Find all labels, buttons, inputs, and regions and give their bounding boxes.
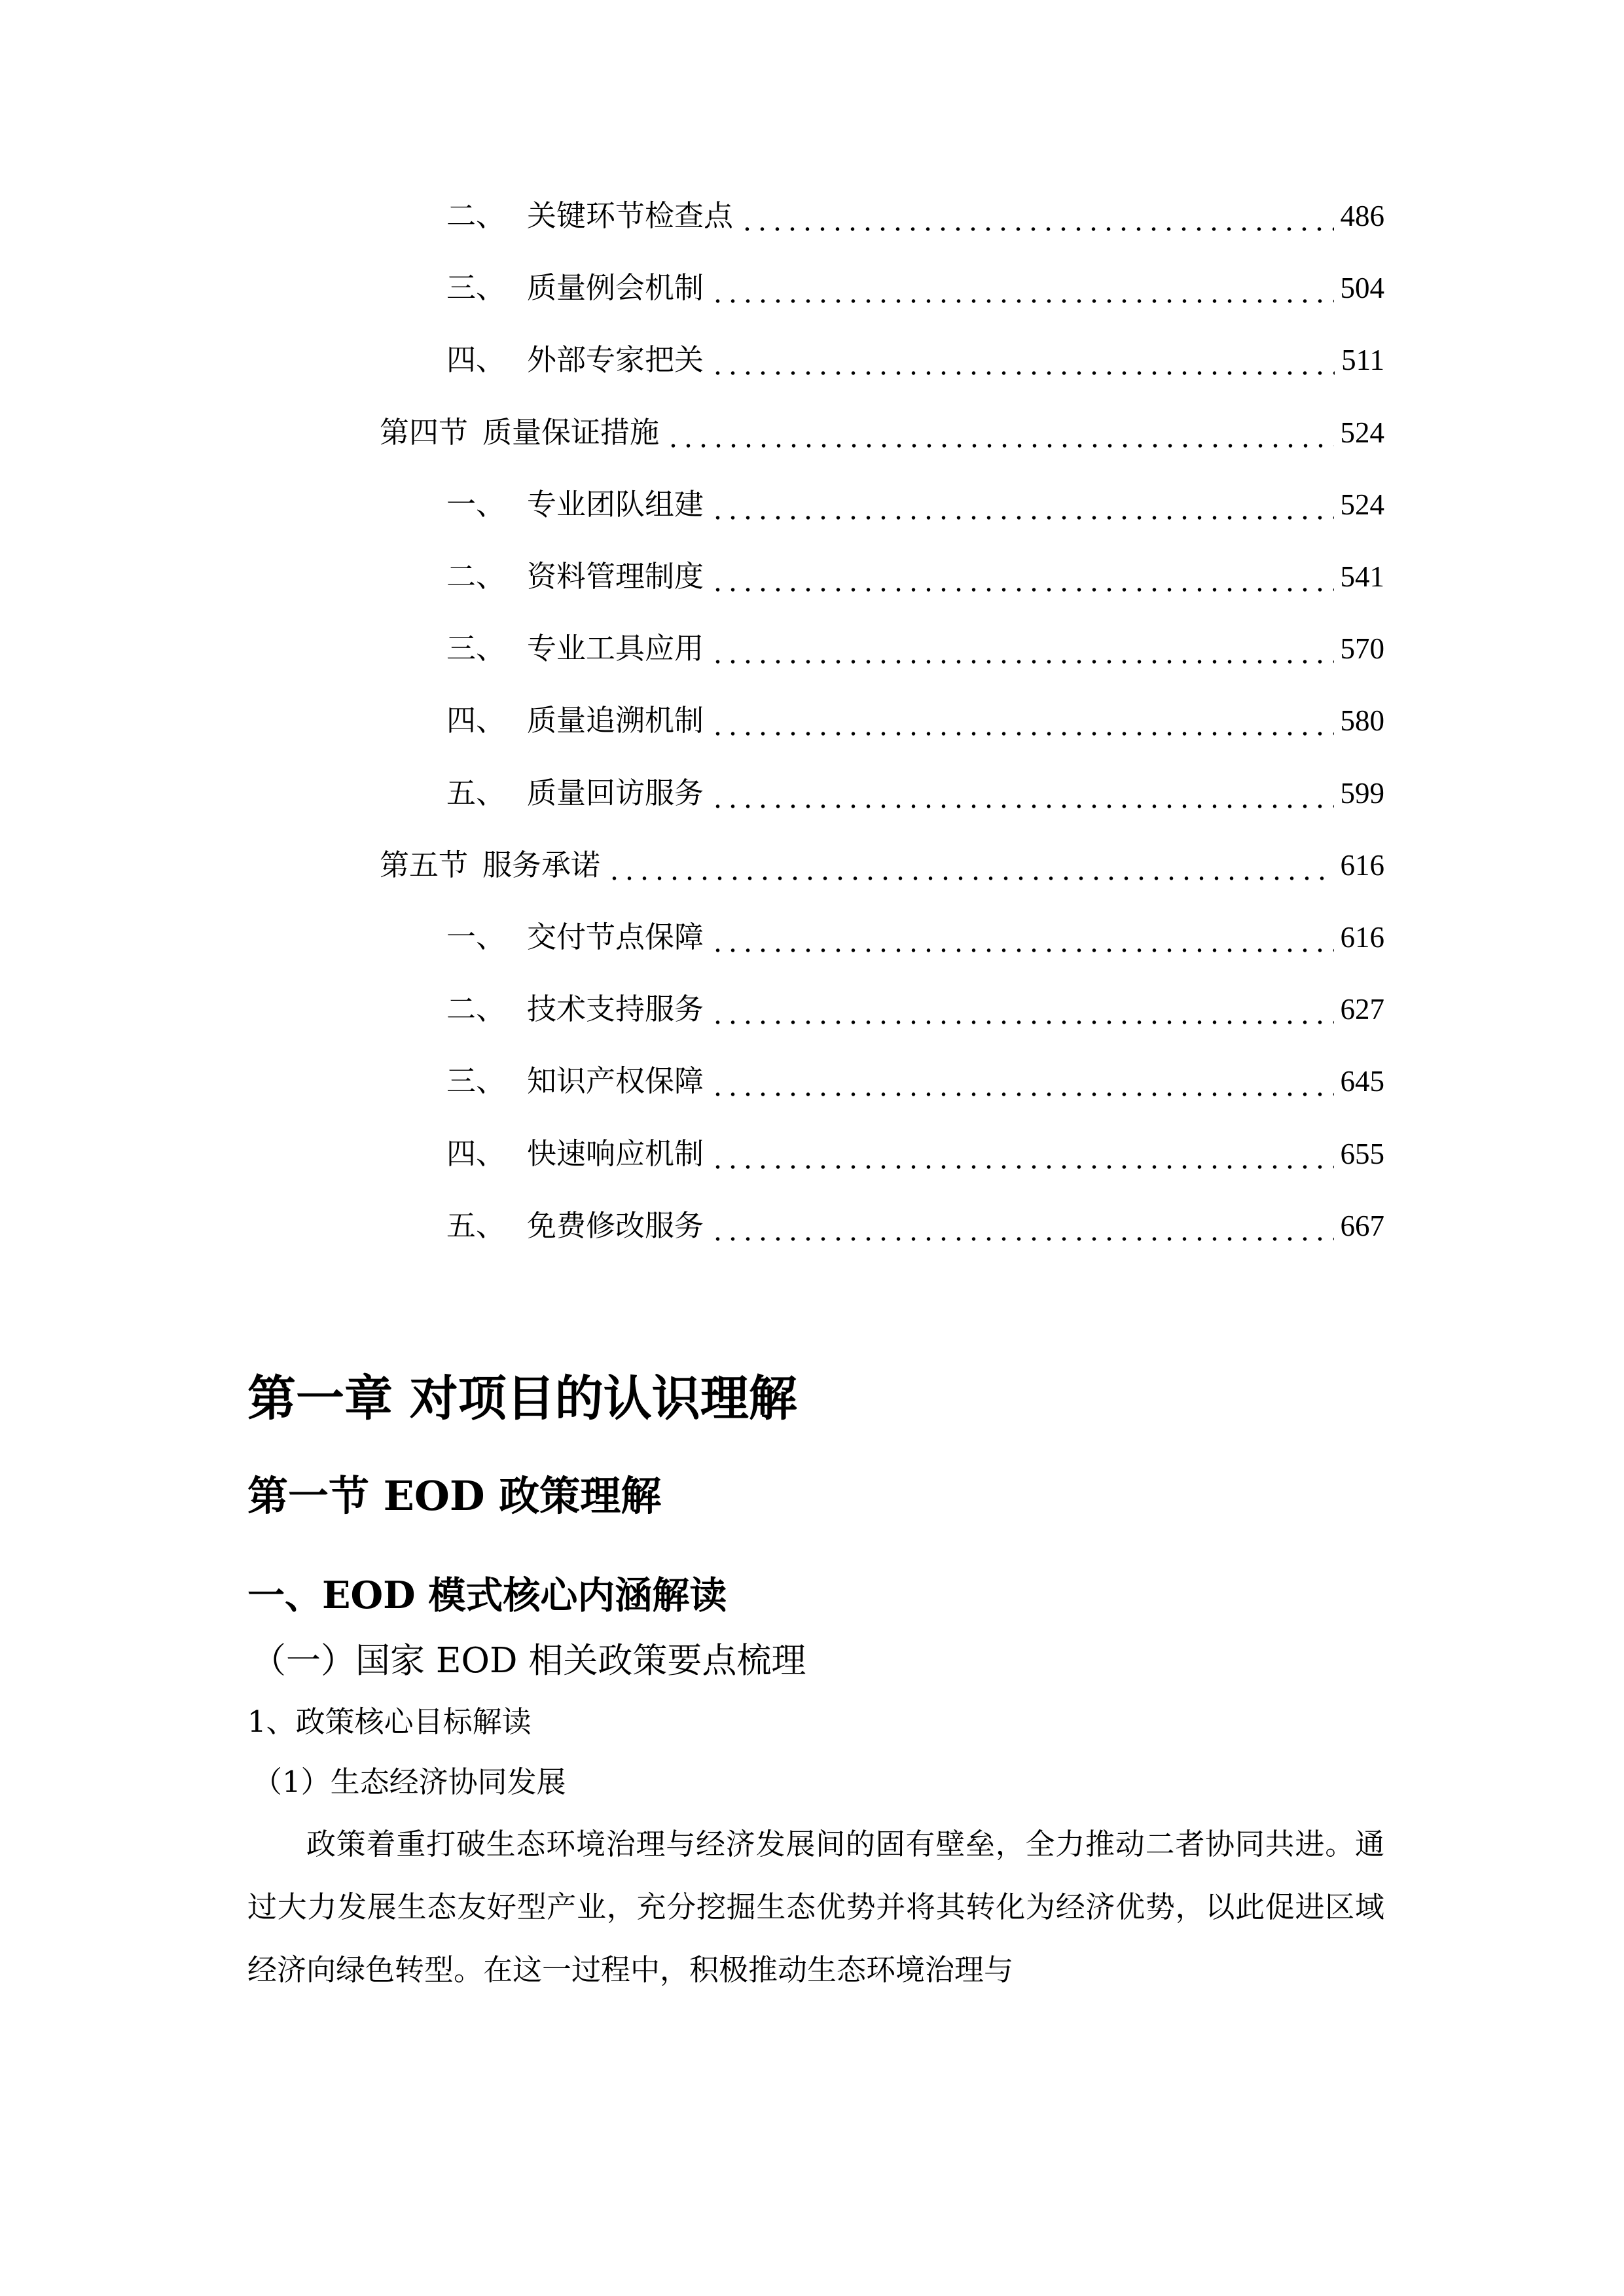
toc-entry[interactable] [380,1134,1384,1174]
toc-entry-number: 一、 [446,486,506,522]
toc-entry-page: 570 [1340,632,1384,666]
section-heading: 第一节 EOD 政策理解 [247,1472,662,1520]
toc-entry-number: 二、 [446,559,506,594]
toc-entry-title: 服务承诺 [482,847,601,882]
toc-dot-leader [710,990,1333,1029]
toc-dot-leader [710,268,1333,308]
toc-entry-title: 关键环节检查点 [527,198,734,233]
toc-entry-number: 五、 [446,1208,506,1243]
toc-entry[interactable] [380,846,1384,885]
toc-dot-leader [710,918,1333,957]
toc-entry-title: 知识产权保障 [527,1064,704,1099]
toc-entry-title: 质量回访服务 [527,775,704,810]
toc-entry[interactable] [380,413,1384,452]
toc-entry-number: 一、 [446,920,506,954]
toc-entry-number: 四、 [446,703,506,738]
toc-dot-leader [710,1134,1333,1174]
toc-entry[interactable] [380,268,1384,308]
toc-entry-number: 三、 [446,1064,506,1099]
toc-entry[interactable] [380,918,1384,957]
toc-entry-page: 616 [1340,848,1384,882]
toc-entry-page: 599 [1340,776,1384,810]
toc-entry-page: 627 [1340,993,1384,1026]
toc-entry-title: 专业工具应用 [527,631,704,666]
toc-entry-page: 667 [1340,1209,1384,1242]
toc-entry-page: 511 [1341,344,1384,377]
toc-dot-leader [710,1062,1333,1101]
toc-entry-page: 655 [1340,1137,1384,1170]
toc-dot-leader [710,485,1333,524]
chapter-heading: 第一章 对项目的认识理解 [247,1371,797,1427]
toc-entry-number: 四、 [446,342,506,378]
toc-entry-title: 快速响应机制 [527,1136,704,1171]
subitem-heading: （一）国家 EOD 相关政策要点梳理 [251,1641,806,1681]
toc-entry[interactable] [380,990,1384,1029]
toc-entry-title: 质量追溯机制 [527,703,704,738]
toc-entry-title: 质量保证措施 [482,414,660,450]
toc-entry-title: 交付节点保障 [527,920,704,954]
toc-dot-leader [710,629,1333,668]
toc-entry-page: 541 [1340,560,1384,593]
toc-entry-page: 580 [1340,704,1384,738]
toc-entry-number: 三、 [446,270,506,306]
toc-dot-leader [710,340,1335,380]
item-heading: 一、EOD 模式核心内涵解读 [247,1573,727,1617]
toc-entry-title: 免费修改服务 [527,1208,704,1243]
toc-entry-number: 第五节 [380,847,469,882]
toc-entry-page: 524 [1340,416,1384,449]
subpoint-heading: （1）生态经济协同发展 [253,1765,566,1799]
toc-entry-page: 504 [1340,272,1384,305]
toc-dot-leader [710,774,1333,813]
toc-entry[interactable] [380,1206,1384,1246]
toc-entry-title: 资料管理制度 [527,559,704,594]
toc-entry[interactable] [380,196,1384,236]
toc-entry-title: 技术支持服务 [527,992,704,1027]
toc-dot-leader [710,557,1333,596]
toc-entry-number: 五、 [446,775,506,810]
toc-entry-number: 三、 [446,631,506,666]
toc-dot-leader [607,846,1333,885]
toc-entry-title: 外部专家把关 [527,342,704,378]
toc-dot-leader [710,1206,1333,1246]
toc-entry-page: 524 [1340,488,1384,521]
toc-entry-number: 四、 [446,1136,506,1171]
toc-entry-number: 二、 [446,198,506,233]
toc-dot-leader [740,196,1333,236]
toc-entry[interactable] [380,340,1384,380]
toc-entry[interactable] [380,557,1384,596]
toc-entry-number: 二、 [446,992,506,1027]
toc-dot-leader [710,701,1333,740]
toc-entry-page: 645 [1340,1065,1384,1098]
toc-entry-title: 专业团队组建 [527,486,704,522]
body-paragraph: 政策着重打破生态环境治理与经济发展间的固有壁垒，全力推动二者协同共进。通过大力发展生态友好型产业，充分挖掘生态优势并将其转化为经济优势，以此促进区域经济向绿色转型。在这一过程中，积极推动生态环境治理与 [247,1827,1384,1987]
toc-entry[interactable] [380,774,1384,813]
toc-entry[interactable] [380,485,1384,524]
toc-entry-page: 486 [1340,200,1384,232]
toc-dot-leader [666,413,1333,452]
toc-entry-page: 616 [1340,921,1384,954]
toc-entry-title: 质量例会机制 [527,270,704,306]
toc-entry[interactable] [380,629,1384,668]
toc-entry[interactable] [380,701,1384,740]
toc-entry-number: 第四节 [380,414,469,450]
point-heading: 1、政策核心目标解读 [247,1704,532,1739]
toc-entry[interactable] [380,1062,1384,1101]
